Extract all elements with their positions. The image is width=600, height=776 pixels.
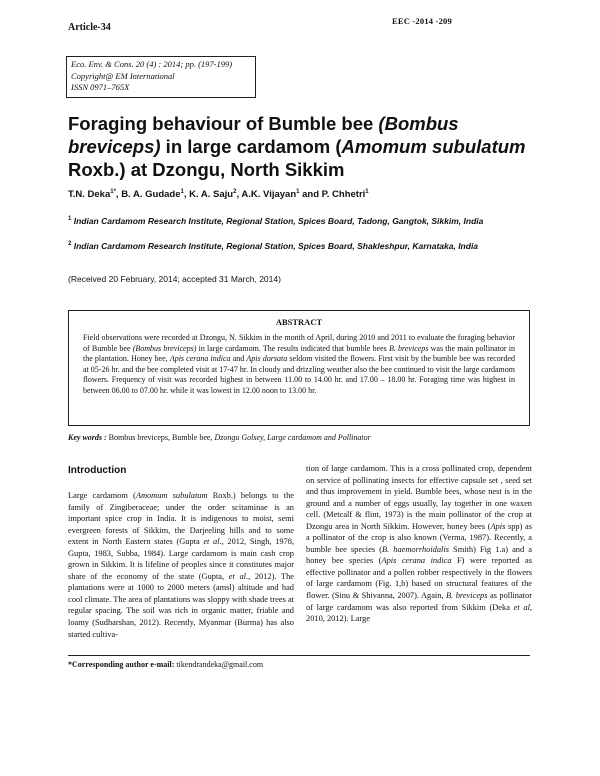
body-span: Smith) Fig 1.a) and a honey bee species ( bbox=[306, 544, 532, 566]
author: , B. A. Gudade bbox=[115, 189, 181, 201]
body-italic: et al bbox=[203, 537, 220, 547]
body-span: ., 2012). The plantations were at 1000 to 2000 meters (amsl) altitude and had cool climate. The area of plantations was sloppy with shade trees at regular spacing. The soil was rich in organic matter, friable and loamy (Sudharshan, 2012). Recently, Myanmar (Burma) has also started cultiva- bbox=[68, 571, 294, 639]
abstract-span: Field observations were recorded at Dzongu, N. Sikkim in the month of April, during 2010 and 2011 to evaluate the foraging behavior of Bumble bee bbox=[83, 333, 515, 353]
received-dates: (Received 20 February, 2014; accepted 31 March, 2014) bbox=[68, 274, 281, 284]
abstract-span: in large cardamom. The results indicated that bumble bees bbox=[196, 343, 389, 353]
body-italic: Apis bbox=[490, 521, 506, 531]
body-italic: et al bbox=[513, 602, 530, 612]
body-span: as pollinator of large cardamom was also reported from Sikkim (Deka bbox=[306, 591, 532, 612]
body-span: spp) as a pollinator of the crop is also known (Verma, 1987). Recently, a bumble bee species ( bbox=[306, 521, 532, 554]
author: , K. A. Saju bbox=[183, 189, 234, 201]
body-span: , 2010, 2012). Large bbox=[306, 602, 533, 624]
abstract-span: and bbox=[230, 354, 247, 363]
abstract-italic: Apis dorsata bbox=[246, 354, 288, 363]
title-part: Foraging behaviour of Bumble bee bbox=[68, 113, 379, 134]
article-label: Article-34 bbox=[68, 22, 111, 33]
author: , A.K. Vijayan bbox=[236, 189, 297, 201]
abstract-text bbox=[83, 333, 515, 396]
body-column-right bbox=[306, 463, 532, 625]
abstract-italic: B. breviceps bbox=[388, 343, 429, 353]
abstract-span: was the main pollinator in the plantation. Honey bee, bbox=[83, 343, 515, 363]
footnote-divider bbox=[68, 655, 530, 656]
abstract-italic: Apis cerana indica bbox=[169, 354, 231, 363]
body-span: Large cardamom ( bbox=[68, 491, 136, 500]
body-span: tion of large cardamom. This is a cross pollinated crop, dependent on service of pollinating insects for effective capsule set , seed set and thus improvement in yield. Bumble bees, whose nest is in the ground and a number of eggs usually, lay together in one waxen cell. (Metcalf & flint, 1973) is the main pollinator of the crop at Dzongu area in North Sikkim. However, honey bees ( bbox=[306, 464, 532, 531]
body-span: ., 2012, Singh, 1978, Gupta, 1983, Subba, 1984). Large cardamom is main cash crop grown in Sikkim. It is lifeline of peoples since it constitutes major share of the economy of the state (Gupta, bbox=[68, 537, 294, 581]
keywords-text: Bombus breviceps, Bumble bee, bbox=[106, 433, 215, 442]
keywords-italic: Dzongu Golsey, Large cardamom and Pollinator bbox=[214, 433, 371, 442]
abstract-italic: (Bombus breviceps) bbox=[132, 343, 197, 353]
keywords bbox=[68, 433, 530, 442]
abstract-span: seldom visited the flowers. First visit by the bumble bee was recorded at 05-26 hr. and the bee completed visit at 17-47 hr. In cloudy and drizzling weather also the bee continued to visit the large cardamom flowers. Frequency of visit was recorded highest in between 11.00 to 14.00 hr. and 17.00 – 18.00 hr. Foraging time was highest in between 06.00 to 07.00 hr. while it was lowest in 12.00 noon to 13.00 hr. bbox=[83, 354, 516, 395]
body-italic: et al bbox=[228, 571, 246, 581]
title-italic-part: Amomum subulatum bbox=[341, 136, 526, 157]
author-superscript: 1 bbox=[180, 189, 184, 195]
abstract-box bbox=[68, 310, 530, 426]
author-superscript: 1 bbox=[296, 189, 300, 195]
body-italic: Apis cerana indica bbox=[381, 556, 452, 566]
title-part: Roxb.) at Dzongu, North Sikkim bbox=[68, 159, 345, 180]
title-italic-part: (Bombus breviceps) bbox=[68, 113, 459, 157]
author: and P. Chhetri bbox=[299, 189, 366, 201]
footnote-label: *Corresponding author e-mail: bbox=[68, 660, 175, 669]
title-part: in large cardamom ( bbox=[160, 136, 342, 157]
body-italic: B. haemorrhoidalis bbox=[381, 544, 449, 554]
body-italic: B. breviceps bbox=[446, 591, 488, 601]
abstract-heading: ABSTRACT bbox=[275, 317, 323, 327]
body-italic: Amomum subulatum bbox=[135, 491, 208, 500]
journal-code: EEC -2014 -209 bbox=[392, 16, 452, 26]
journal-issn-line: ISSN 0971–765X bbox=[71, 82, 130, 92]
affiliation-2 bbox=[68, 238, 538, 252]
corresponding-author-footnote bbox=[68, 660, 263, 669]
body-span: Roxb.) belongs to the family of Zingiberaceae; under the order scitaminae is an important spice crop in India. It is indigenous to moist, semi evergreen forests of Sikkim, the Darjeeling hills and to some extent in North Eastern states (Gupta bbox=[68, 491, 294, 547]
keywords-label: Key words : bbox=[68, 433, 107, 442]
paper-title bbox=[68, 112, 538, 181]
author-superscript: 2 bbox=[233, 189, 237, 195]
journal-copyright-line: Copyright@ EM International bbox=[71, 70, 175, 81]
affiliation-text: Indian Cardamom Research Institute, Regional Station, Spices Board, Tadong, Gangtok, Sikkim, India bbox=[71, 215, 484, 226]
author-superscript: 1* bbox=[110, 189, 116, 195]
journal-citation-line: Eco. Env. & Cons. 20 (4) : 2014; pp. (197-199) bbox=[71, 59, 233, 69]
journal-citation-box bbox=[66, 56, 256, 98]
body-span: F) were reported as effective pollinator and a pollen robber respectively in the flowers of large cardamom (Fig. 1,b) based on structural features of the flower. (Sinu & Shivanna, 2007). Again, bbox=[306, 556, 532, 601]
author-superscript: 1 bbox=[365, 189, 369, 195]
author: T.N. Deka bbox=[68, 189, 111, 201]
author-email[interactable]: tikendrandeka@gmail.com bbox=[174, 660, 264, 669]
author-list bbox=[68, 189, 369, 200]
section-heading-introduction: Introduction bbox=[68, 465, 127, 476]
affiliation-text: Indian Cardamom Research Institute, Regional Station, Spices Board, Shakleshpur, Karnataka, India bbox=[71, 240, 479, 251]
affiliation-1 bbox=[68, 213, 538, 227]
body-column-left bbox=[68, 490, 294, 640]
affiliation-marker: 2 bbox=[68, 241, 72, 247]
affiliation-marker: 1 bbox=[68, 216, 72, 222]
